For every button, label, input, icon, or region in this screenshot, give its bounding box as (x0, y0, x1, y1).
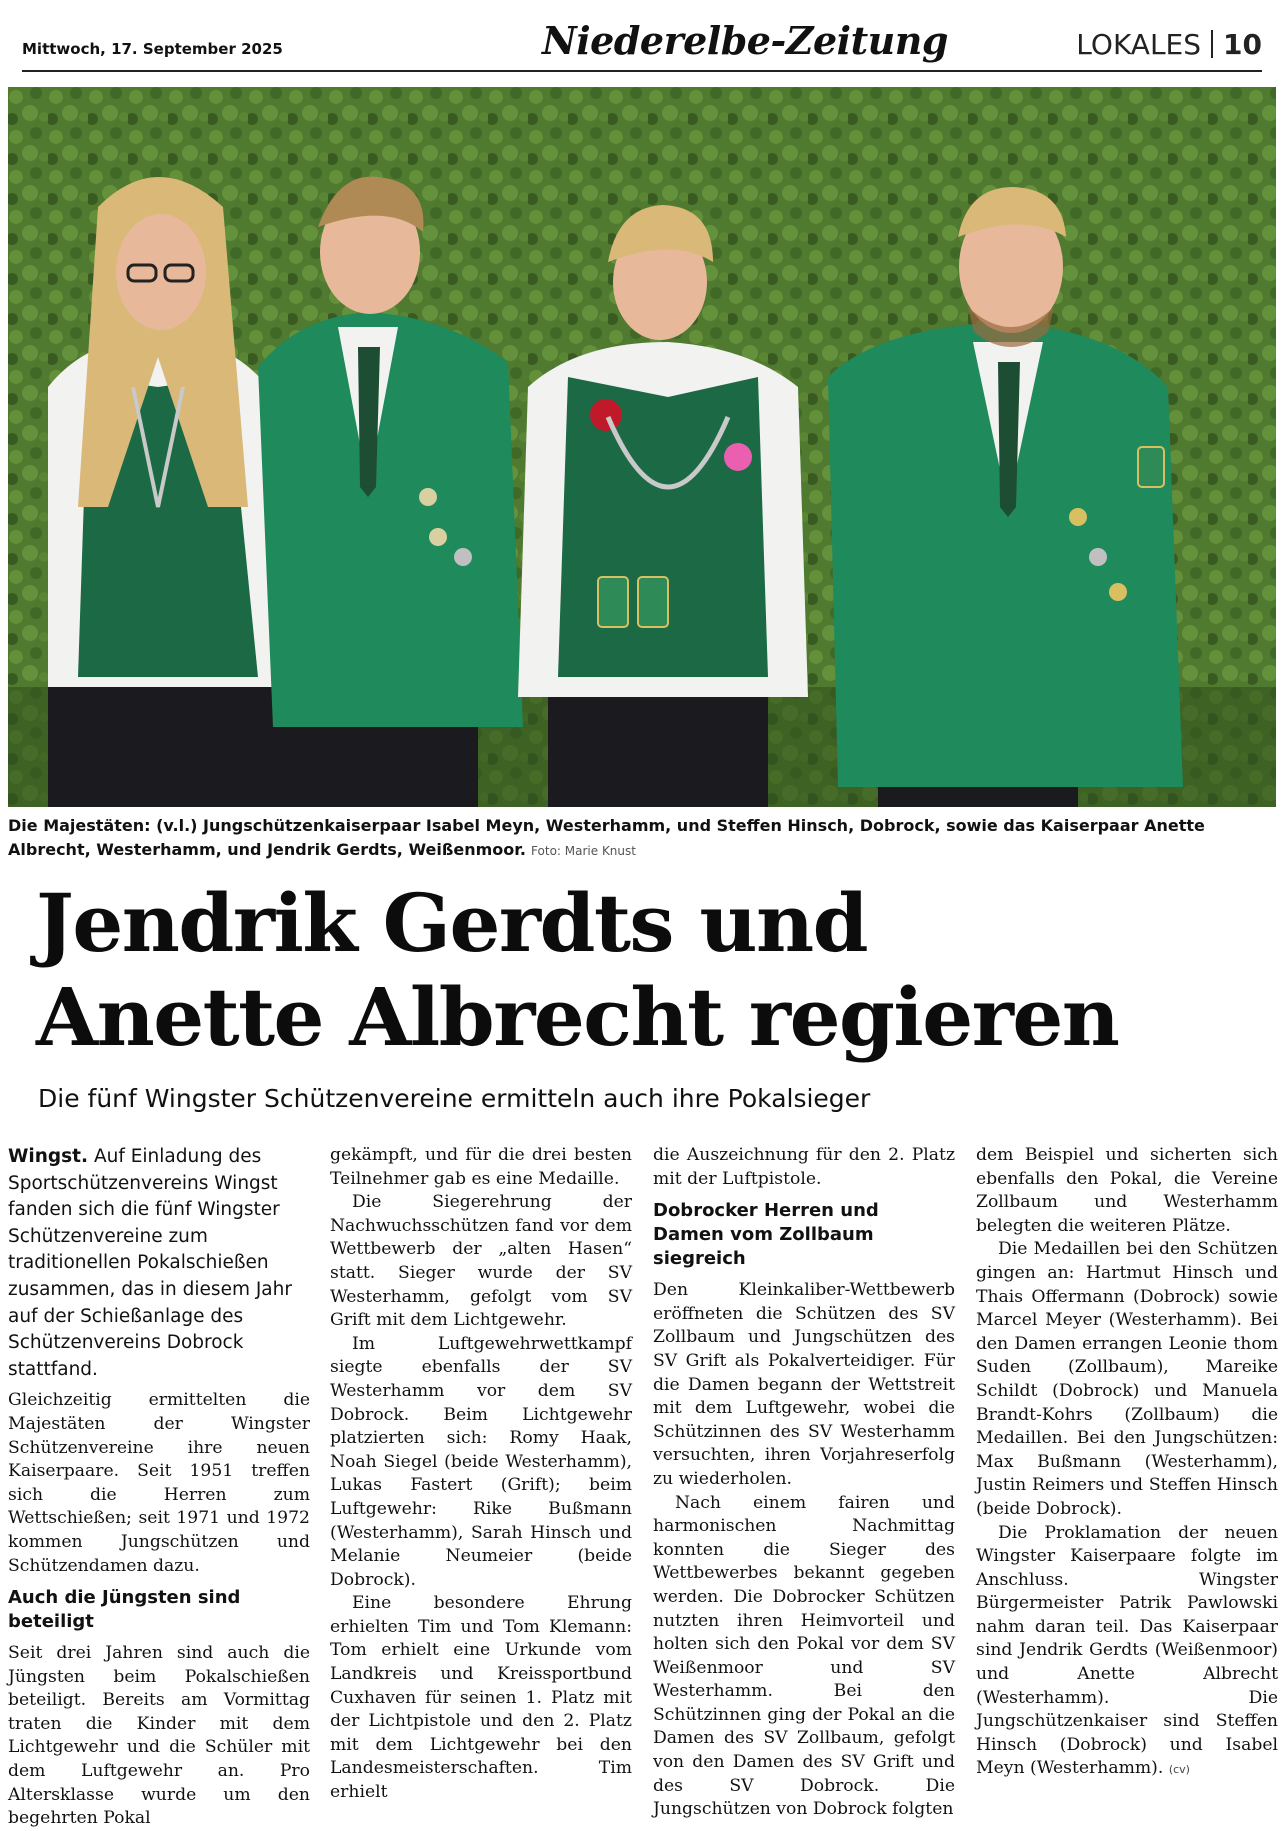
paragraph: die Auszeichnung für den 2. Platz mit der Luftpistole. (653, 1145, 955, 1189)
photo-illustration (8, 87, 1276, 807)
section-label (1076, 28, 1262, 61)
paragraph: Den Kleinkaliber-Wettbewerb eröffneten die Schützen des SV Zollbaum und Jungschützen des SV Grift als Pokalverteidiger. Für die Damen begann der Wettstreit mit dem Luftgewehr, wobei die Schützinnen des SV Westerhamm versuchten, ihren Vorjahreserfolg zu wiederholen. (653, 1280, 955, 1489)
section-name: LOKALES (1076, 28, 1202, 61)
paragraph: Nach einem fairen und harmonischen Nachmittag konnten die Sieger des Wettbewerbes bekannt gegeben werden. Die Dobrocker Schützen nutzten ihren Heimvorteil und holten sich den Pokal vor dem SV Weißenmoor und SV Westerhamm. Bei den Schützinnen ging der Pokal an die Damen des SV Zollbaum, gefolgt von den Damen des SV Grift und des SV Dobrock. Die Jungschützen von Dobrock folgten (653, 1492, 955, 1820)
subheading: Dobrocker Herren und Damen vom Zollbaum siegreich (653, 1200, 879, 1270)
article-headline (36, 876, 1266, 1064)
article-photo (8, 87, 1276, 807)
issue-date: Mittwoch, 17. September 2025 (22, 40, 283, 58)
headline-line-1: Jendrik Gerdts und (36, 876, 868, 970)
newspaper-logo: Niederelbe-Zeitung (542, 18, 948, 63)
paragraph: Eine besondere Ehrung erhielten Tim und Tom Klemann: Tom erhielt eine Urkunde vom Landkreis und Kreissportbund Cuxhaven für seinen 1. Platz mit der Lichtpistole und den 2. Platz mit dem Lichtgewehr bei den Landesmeisterschaften. Tim erhielt (330, 1593, 632, 1803)
paragraph: dem Beispiel und sicherten sich ebenfalls den Pokal, die Vereine Zollbaum und Westerhamm belegten die weiteren Plätze. (976, 1145, 1278, 1236)
author-initials: (cv) (1168, 1763, 1190, 1777)
photo-caption (8, 814, 1276, 863)
column-3 (653, 1144, 955, 1820)
paragraph: Die Siegerehrung der Nachwuchsschützen fand vor dem Wettbewerb der „alten Hasen“ statt. Sieger wurde der SV Westerhamm, gefolgt vom SV Grift mit dem Lichtgewehr. (330, 1192, 632, 1331)
article-body (8, 1144, 1278, 1829)
column-4 (976, 1144, 1278, 1789)
column-2 (330, 1144, 632, 1803)
lead-text: Auf Einladung des Sportschützenvereins Wingst fanden sich die fünf Wingster Schützenvereine zum traditionellen Pokalschießen zusammen, das in diesem Jahr auf der Schießanlage des Schützenvereins Dobrock stattfand. (8, 1146, 292, 1380)
paragraph: Im Luftgewehrwettkampf siegte ebenfalls der SV Westerhamm vor dem SV Dobrock. Beim Lichtgewehr platzierten sich: Romy Haak, Noah Siegel (beide Westerhamm), Lukas Fastert (Grift); beim Luftgewehr: Rike Bußmann (Westerhamm), Sarah Hinsch und Melanie Neumeier (beide Dobrock). (330, 1333, 632, 1590)
paragraph: gekämpft, und für die drei besten Teilnehmer gab es eine Medaille. (330, 1145, 632, 1189)
paragraph: Seit drei Jahren sind auch die Jüngsten beim Pokalschießen beteiligt. Bereits am Vormittag traten die Kinder mit dem Lichtgewehr und die Schüler mit dem Luftgewehr an. Pro Altersklasse wurde um den begehrten Pokal (8, 1643, 310, 1829)
column-1 (8, 1144, 310, 1829)
paragraph: Die Medaillen bei den Schützen gingen an: Hartmut Hinsch und Thais Offermann (Dobrock) sowie Marcel Meyer (Westerhamm). Bei den Damen errangen Leonie thom Suden (Zollbaum), Mareike Schildt (Dobrock) und Manuela Brandt-Kohrs (Zollbaum) die Medaillen. Bei den Jungschützen: Max Bußmann (Westerhamm), Justin Reimers und Steffen Hinsch (beide Dobrock). (976, 1239, 1278, 1519)
paragraph (976, 1522, 1278, 1783)
lead-paragraph (8, 1144, 310, 1383)
photo-credit: Foto: Marie Knust (531, 844, 636, 858)
page-header (22, 18, 1262, 72)
page-number: 10 (1223, 28, 1262, 61)
section-divider (1211, 30, 1213, 58)
dateline: Wingst. (8, 1146, 89, 1167)
paragraph: Gleichzeitig ermittelten die Majestäten der Wingster Schützenvereine ihre neuen Kaiserpaare. Seit 1951 treffen sich die Herren zum Wettschießen; seit 1971 und 1972 kommen Jungschützen und Schützendamen dazu. (8, 1390, 310, 1576)
caption-text: Die Majestäten: (v.l.) Jungschützenkaiserpaar Isabel Meyn, Westerhamm, und Steffen Hinsch, Dobrock, sowie das Kaiserpaar Anette Albrecht, Westerhamm, und Jendrik Gerdts, Weißenmoor. (8, 816, 1205, 859)
subheading: Auch die Jüngsten sind beteiligt (8, 1587, 241, 1633)
paragraph-text: Die Proklamation der neuen Wingster Kaiserpaare folgte im Anschluss. Wingster Bürgermeister Patrik Pawlowski nahm daran teil. Das Kaiserpaar sind Jendrik Gerdts (Weißenmoor) und Anette Albrecht (Westerhamm). Die Jungschützenkaiser sind Steffen Hinsch (Dobrock) und Isabel Meyn (Westerhamm). (976, 1522, 1278, 1779)
article-subheadline: Die fünf Wingster Schützenvereine ermitteln auch ihre Pokalsieger (38, 1084, 871, 1113)
headline-line-2: Anette Albrecht regieren (36, 970, 1119, 1064)
